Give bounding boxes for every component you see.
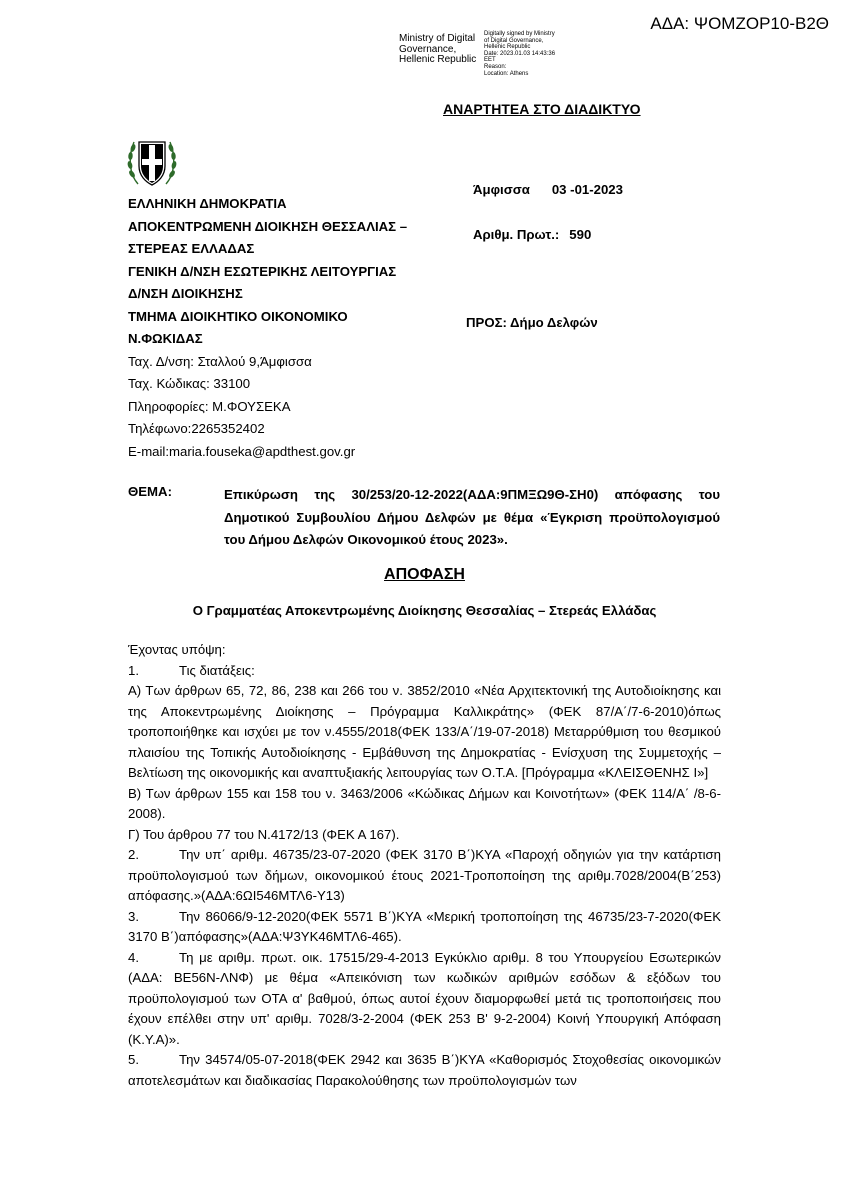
item-number: 2. [128,847,139,862]
item-text: Τη με αριθμ. πρωτ. οικ. 17515/29-4-2013 Εγκύκλιο αριθμ. 8 του Υπουργείου Εσωτερικών (ΑΔΑ: ΒΕ56Ν-ΛΝΦ) με θέμα «Απεικόνιση των κωδικών αριθμών εσόδων & εξόδων του προϋπολογισμού των ΟΤΑ α' βαθμού, όπως αυτοί έχουν διαμορφωθεί μετά τις τροποποιήσεις που έχουν επέλθει στην υπ' αριθμ. 7028/3-2-2004 (ΦΕΚ 253 Β' 9-2-2004) Κοινή Υπουργική Απόφαση (Κ.Υ.Α)». [128,949,721,1047]
recipient: ΠΡΟΣ: Δήμο Δελφών [466,315,598,330]
sender-line: Ν.ΦΩΚΙΔΑΣ [128,331,203,346]
item-number: 1. [128,662,139,678]
decision-title: ΑΠΟΦΑΣΗ [384,566,465,583]
date-line [473,182,623,197]
list-item-1 [128,661,721,682]
sender-line: ΑΠΟΚΕΝΤΡΩΜΕΝΗ ΔΙΟΙΚΗΣΗ ΘΕΣΣΑΛΙΑΣ – [128,218,408,234]
protocol-number: 590 [569,227,592,242]
contact-address: Ταχ. Δ/νση: Σταλλού 9,Άμφισσα [128,353,312,369]
sender-line: ΕΛΛΗΝΙΚΗ ΔΗΜΟΚΡΑΤΙΑ [128,196,287,211]
signature-detail-line: of Digital Governance, [484,37,544,44]
signature-line: Governance, [399,43,457,55]
item-number: 3. [128,908,139,924]
publish-notice: ΑΝΑΡΤΗΤΕΑ ΣΤΟ ΔΙΑΔΙΚΤΥΟ [443,101,641,117]
item-number: 4. [128,949,139,965]
protocol-label: Αριθμ. Πρωτ.: [473,227,560,242]
intro: Έχοντας υπόψη: [128,642,226,657]
signature-line: Ministry of Digital [399,33,476,44]
decision-body [128,640,721,1091]
ada-code: ΑΔΑ: ΨΟΜΖΟΡ10-Β2Θ [650,14,829,33]
item-text: Την 86066/9-12-2020(ΦΕΚ 5571 Β΄)ΚΥΑ «Μερική τροποποίηση της 46735/23-7-2020(ΦΕΚ 3170 Β΄)απόφασης»(ΑΔΑ:Ψ3ΥΚ46ΜΤΛ6-465). [128,908,721,944]
signature-details [484,31,555,77]
item-number: 5. [128,1052,139,1067]
item-text: Την υπ΄ αριθμ. 46735/23-07-2020 (ΦΕΚ 3170 Β΄)ΚΥΑ «Παροχή οδηγιών για την κατάρτιση προϋπολογισμού των δήμων, οικονομικού έτους 2021-Τροποποίηση της αριθμ.7028/2004(Β΄253) απόφασης.»(ΑΔΑ:6ΩΙ546ΜΤΛ6-Υ13) [128,847,721,903]
signature-detail-line: Hellenic Republic [484,44,531,51]
list-item-1a: Α) Των άρθρων 65, 72, 86, 238 και 266 του ν. 3852/2010 «Νέα Αρχιτεκτονική της Αυτοδιοίκησης και της Αποκεντρωμένης Διοίκησης – Πρόγραμμα Καλλικράτης» (ΦΕΚ 87/Α΄/7-6-2010)όπως τροποποιήθηκε και ισχύει με τον ν.4555/2018(ΦΕΚ 133/Α΄/19-07-2018) Μεταρρύθμιση του θεσμικού πλαισίου της Τοπικής Αυτοδιοίκησης - Εμβάθυνση της Δημοκρατίας - Ενίσχυση της Συμμετοχής – Βελτίωση της οικονομικής και αναπτυξιακής λειτουργίας των Ο.Τ.Α. [Πρόγραμμα «ΚΛΕΙΣΘΕΝΗΣ Ι»] [128,683,721,780]
contact-email: E-mail:maria.fouseka@apdthest.gov.gr [128,443,356,459]
sender-line: ΤΜΗΜΑ ΔΙΟΙΚΗΤΙΚΟ ΟΙΚΟΝΟΜΙΚΟ [128,308,348,324]
list-item-5 [128,1050,721,1091]
place: Άμφισσα [473,182,530,197]
signature-line: Hellenic Republic [399,54,477,65]
secretary-heading: Ο Γραμματέας Αποκεντρωμένης Διοίκησης Θεσσαλίας – Στερεάς Ελλάδας [192,603,657,618]
protocol-line [473,227,591,242]
greek-coat-of-arms-icon [127,134,177,190]
signature-detail-line: EET [484,57,496,64]
item-text: Τις διατάξεις: [179,662,255,678]
list-item-1b: Β) Των άρθρων 155 και 158 του ν. 3463/2006 «Κώδικας Δήμων και Κοινοτήτων» (ΦΕΚ 114/Α΄ /8-6-2008). [128,785,721,821]
date: 03 -01-2023 [551,182,623,197]
signature-detail-line: Location: Athens [484,70,529,77]
signature-detail-line: Date: 2023.01.03 14:43:36 [484,50,556,57]
subject-label: ΘΕΜΑ: [128,484,172,499]
signature-detail-line: Reason: [484,63,507,70]
sender-line: ΓΕΝΙΚΗ Δ/ΝΣΗ ΕΣΩΤΕΡΙΚΗΣ ΛΕΙΤΟΥΡΓΙΑΣ [128,263,397,279]
list-item-4 [128,948,721,1051]
list-item-2 [128,845,721,907]
list-item-1c: Γ) Του άρθρου 77 του Ν.4172/13 (ΦΕΚ Α 167). [128,826,400,842]
sender-block [128,193,407,463]
list-item-3 [128,907,721,948]
sender-line: ΣΤΕΡΕΑΣ ΕΛΛΑΔΑΣ [128,241,255,256]
item-text: Την 34574/05-07-2018(ΦΕΚ 2942 και 3635 Β΄)ΚΥΑ «Καθορισμός Στοχοθεσίας οικονομικών αποτελεσμάτων και διαδικασίας Παρακολούθησης των προϋπολογισμών των [128,1052,721,1088]
sender-line: Δ/ΝΣΗ ΔΙΟΙΚΗΣΗΣ [128,286,243,301]
contact-postcode: Ταχ. Κώδικας: 33100 [128,376,251,391]
contact-info: Πληροφορίες: Μ.ΦΟΥΣΕΚΑ [128,398,291,414]
contact-phone: Τηλέφωνο:2265352402 [128,421,265,436]
subject-text: Επικύρωση της 30/253/20-12-2022(ΑΔΑ:9ΠΜΞΩ9Θ-ΣΗ0) απόφασης του Δημοτικού Συμβουλίου Δήμου Δελφών με θέμα «Έγκριση προϋπολογισμού του Δήμου Δελφών Οικονομικού έτους 2023». [224,487,720,547]
signature-detail-line: Digitally signed by Ministry [484,31,555,37]
signature-signer [399,34,476,66]
